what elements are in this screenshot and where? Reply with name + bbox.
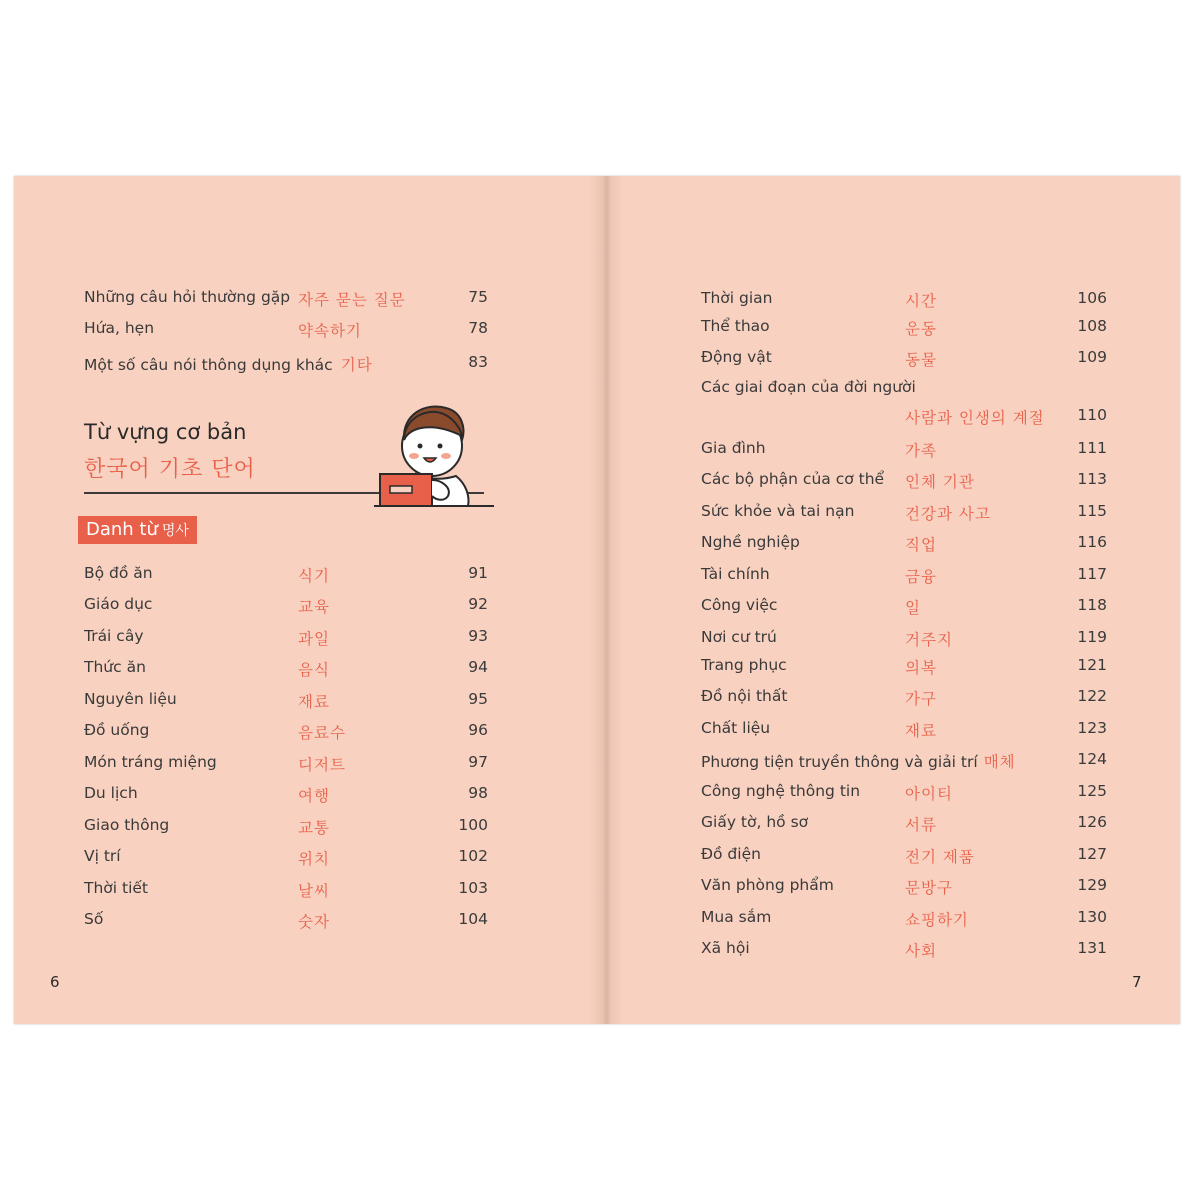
toc-page: 123 <box>1077 719 1107 737</box>
toc-page: 95 <box>468 690 488 708</box>
toc-row <box>701 782 1121 808</box>
page-number: 6 <box>50 973 60 991</box>
toc-ko: 디저트 <box>298 756 346 774</box>
toc-row <box>701 656 1121 682</box>
toc-row <box>84 816 504 842</box>
toc-ko: 가구 <box>905 690 937 708</box>
toc-vi: Những câu hỏi thường gặp <box>84 288 291 306</box>
toc-ko: 위치 <box>298 850 330 868</box>
toc-row-multiline-ko <box>701 406 1121 432</box>
toc-page: 113 <box>1077 470 1107 488</box>
toc-vi: Các giai đoạn của đời người <box>701 378 916 396</box>
toc-row <box>84 879 504 905</box>
toc-row <box>84 690 504 716</box>
toc-page: 92 <box>468 595 488 613</box>
toc-ko: 식기 <box>298 567 330 585</box>
page-number: 7 <box>1132 973 1142 991</box>
toc-page: 115 <box>1077 502 1107 520</box>
toc-vi: Giấy tờ, hồ sơ <box>701 813 809 831</box>
toc-ko: 사람과 인생의 계절 <box>905 409 1045 427</box>
toc-row <box>84 627 504 653</box>
toc-ko: 시간 <box>905 292 937 310</box>
toc-ko: 동물 <box>905 351 937 369</box>
toc-vi: Nguyên liệu <box>84 690 177 708</box>
toc-vi: Thời tiết <box>84 879 149 897</box>
toc-page: 94 <box>468 658 488 676</box>
toc-page: 110 <box>1077 406 1107 424</box>
toc-ko: 의복 <box>905 659 937 677</box>
toc-page: 98 <box>468 784 488 802</box>
toc-vi: Số <box>84 910 104 928</box>
category-label <box>78 516 197 544</box>
toc-page: 127 <box>1077 845 1107 863</box>
toc-row <box>701 470 1121 496</box>
toc-row <box>84 721 504 747</box>
toc-row <box>701 348 1121 374</box>
toc-vi: Một số câu nói thông dụng khác <box>84 356 333 374</box>
toc-row <box>701 289 1121 315</box>
toc-row <box>701 876 1121 902</box>
toc-row <box>84 288 504 314</box>
toc-ko: 날씨 <box>298 882 330 900</box>
toc-vi: Đồ điện <box>701 845 761 863</box>
toc-vi: Nơi cư trú <box>701 628 777 646</box>
toc-ko: 음료수 <box>298 724 346 742</box>
toc-vi: Món tráng miệng <box>84 753 217 771</box>
left-page <box>14 176 597 1024</box>
toc-page: 118 <box>1077 596 1107 614</box>
toc-row-multiline-vi <box>701 378 1121 404</box>
toc-row <box>84 658 504 684</box>
toc-ko: 금융 <box>905 568 937 586</box>
toc-row <box>701 565 1121 591</box>
toc-vi: Nghề nghiệp <box>701 533 800 551</box>
toc-row <box>84 595 504 621</box>
toc-vi: Tài chính <box>701 565 770 583</box>
toc-vi: Vị trí <box>84 847 121 865</box>
toc-vi: Xã hội <box>701 939 750 957</box>
toc-ko: 쇼핑하기 <box>905 911 969 929</box>
toc-page: 102 <box>458 847 488 865</box>
toc-vi: Phương tiện truyền thông và giải trí <box>701 753 978 771</box>
toc-ko: 자주 묻는 질문 <box>298 291 406 309</box>
toc-row <box>701 750 1121 776</box>
toc-row <box>84 910 504 936</box>
toc-ko: 아이티 <box>905 785 953 803</box>
category-label-vi: Danh từ <box>86 519 158 540</box>
toc-row <box>701 719 1121 745</box>
toc-vi: Sức khỏe và tai nạn <box>701 502 855 520</box>
toc-row <box>701 939 1121 965</box>
toc-row <box>701 908 1121 934</box>
toc-row <box>701 813 1121 839</box>
toc-page: 124 <box>1077 750 1107 768</box>
toc-page: 119 <box>1077 628 1107 646</box>
toc-vi: Gia đình <box>701 439 766 457</box>
toc-page: 100 <box>458 816 488 834</box>
toc-row <box>701 502 1121 528</box>
toc-row <box>701 596 1121 622</box>
toc-page: 131 <box>1077 939 1107 957</box>
toc-ko: 전기 제품 <box>905 848 975 866</box>
toc-vi-inline <box>701 750 1016 772</box>
toc-vi: Các bộ phận của cơ thể <box>701 470 885 488</box>
toc-row <box>701 533 1121 559</box>
toc-vi: Thời gian <box>701 289 773 307</box>
toc-ko: 숫자 <box>298 913 330 931</box>
toc-ko: 약속하기 <box>298 322 362 340</box>
toc-page: 116 <box>1077 533 1107 551</box>
toc-page: 122 <box>1077 687 1107 705</box>
right-page <box>597 176 1180 1024</box>
toc-row <box>84 753 504 779</box>
toc-ko: 문방구 <box>905 879 953 897</box>
toc-row <box>701 439 1121 465</box>
toc-vi: Giao thông <box>84 816 170 834</box>
toc-ko: 가족 <box>905 442 937 460</box>
toc-page: 91 <box>468 564 488 582</box>
toc-page: 83 <box>468 353 488 371</box>
toc-ko: 재료 <box>905 722 937 740</box>
toc-page: 109 <box>1077 348 1107 366</box>
toc-ko: 음식 <box>298 661 330 679</box>
toc-vi: Văn phòng phẩm <box>701 876 834 894</box>
toc-vi: Trang phục <box>701 656 787 674</box>
toc-row <box>701 687 1121 713</box>
toc-page: 96 <box>468 721 488 739</box>
toc-page: 78 <box>468 319 488 337</box>
toc-ko: 사회 <box>905 942 937 960</box>
toc-row <box>84 353 504 379</box>
toc-vi: Mua sắm <box>701 908 772 926</box>
mascot-illustration <box>374 396 494 516</box>
toc-vi-inline <box>84 353 373 375</box>
toc-page: 130 <box>1077 908 1107 926</box>
toc-page: 97 <box>468 753 488 771</box>
toc-page: 117 <box>1077 565 1107 583</box>
toc-page: 93 <box>468 627 488 645</box>
toc-ko: 재료 <box>298 693 330 711</box>
toc-ko: 일 <box>905 599 921 617</box>
toc-ko: 매체 <box>983 753 1016 771</box>
toc-vi: Giáo dục <box>84 595 153 613</box>
toc-row <box>701 317 1121 343</box>
toc-page: 125 <box>1077 782 1107 800</box>
toc-page: 75 <box>468 288 488 306</box>
open-book <box>14 176 1180 1024</box>
toc-page: 103 <box>458 879 488 897</box>
toc-page: 111 <box>1077 439 1107 457</box>
toc-page: 108 <box>1077 317 1107 335</box>
toc-ko: 운동 <box>905 320 937 338</box>
toc-ko: 과일 <box>298 630 330 648</box>
toc-row <box>84 784 504 810</box>
toc-ko: 교육 <box>298 598 330 616</box>
toc-vi: Trái cây <box>84 627 144 645</box>
toc-vi: Chất liệu <box>701 719 771 737</box>
toc-ko: 기타 <box>340 356 373 374</box>
toc-ko: 거주지 <box>905 631 953 649</box>
toc-vi: Đồ nội thất <box>701 687 788 705</box>
section-subtitle: 한국어 기초 단어 <box>84 457 256 482</box>
toc-page: 121 <box>1077 656 1107 674</box>
toc-vi: Công việc <box>701 596 778 614</box>
toc-ko: 건강과 사고 <box>905 505 991 523</box>
toc-ko: 인체 기관 <box>905 473 975 491</box>
toc-vi: Thức ăn <box>84 658 146 676</box>
toc-row <box>84 564 504 590</box>
toc-row <box>84 847 504 873</box>
section-title: Từ vựng cơ bản <box>84 420 247 444</box>
toc-row <box>701 628 1121 654</box>
category-label-ko: 명사 <box>161 523 189 539</box>
toc-vi: Động vật <box>701 348 772 366</box>
toc-page: 129 <box>1077 876 1107 894</box>
toc-vi: Bộ đồ ăn <box>84 564 153 582</box>
toc-vi: Hứa, hẹn <box>84 319 155 337</box>
toc-ko: 여행 <box>298 787 330 805</box>
toc-row <box>701 845 1121 871</box>
toc-ko: 직업 <box>905 536 937 554</box>
toc-page: 104 <box>458 910 488 928</box>
toc-page: 106 <box>1077 289 1107 307</box>
toc-vi: Công nghệ thông tin <box>701 782 861 800</box>
toc-ko: 서류 <box>905 816 937 834</box>
toc-vi: Du lịch <box>84 784 138 802</box>
toc-ko: 교통 <box>298 819 330 837</box>
toc-vi: Thể thao <box>701 317 770 335</box>
toc-row <box>84 319 504 345</box>
toc-vi: Đồ uống <box>84 721 150 739</box>
toc-page: 126 <box>1077 813 1107 831</box>
